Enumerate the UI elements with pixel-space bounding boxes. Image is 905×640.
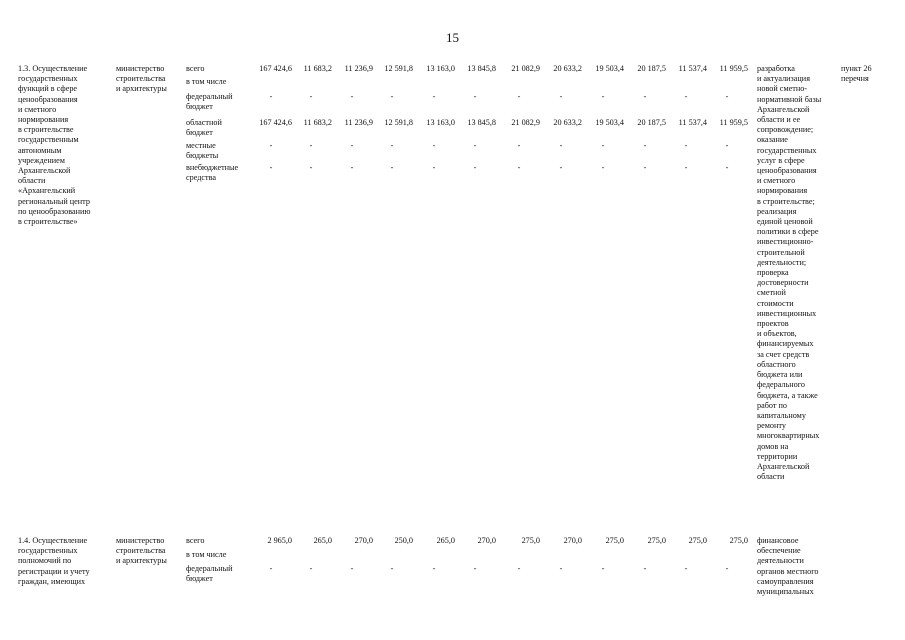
funding-value: - [725, 92, 729, 101]
funding-value: - [517, 92, 521, 101]
funding-value: 2 965,0 [267, 536, 292, 545]
executor-cell: министерство строительства и архитектуры [116, 64, 167, 94]
funding-value: - [559, 92, 563, 101]
funding-source-label: федеральный бюджет [186, 564, 233, 584]
funding-value: - [350, 92, 354, 101]
funding-value: - [725, 564, 729, 573]
funding-value: - [473, 141, 477, 150]
funding-value: - [350, 163, 354, 172]
funding-value: - [517, 564, 521, 573]
funding-value: - [390, 163, 394, 172]
funding-value: - [269, 163, 273, 172]
funding-value: 11 537,4 [678, 64, 707, 73]
funding-value: 275,0 [521, 536, 540, 545]
funding-value: 12 591,8 [384, 64, 413, 73]
funding-value: 167 424,6 [259, 118, 292, 127]
funding-value: 13 845,8 [467, 64, 496, 73]
funding-source-label: всего [186, 64, 205, 73]
funding-value: - [643, 92, 647, 101]
reference-cell: пункт 26 перечня [841, 64, 872, 84]
funding-source-label: местные бюджеты [186, 141, 219, 161]
funding-value: - [517, 163, 521, 172]
funding-value: - [643, 564, 647, 573]
funding-source-label: федеральный бюджет [186, 92, 233, 112]
funding-value: 275,0 [647, 536, 666, 545]
funding-value: 21 082,9 [511, 64, 540, 73]
funding-value: - [559, 564, 563, 573]
funding-value: - [725, 163, 729, 172]
funding-value: - [350, 141, 354, 150]
funding-value: - [559, 141, 563, 150]
funding-value: - [725, 141, 729, 150]
funding-value: - [473, 163, 477, 172]
measure-title: 1.4. Осуществление государственных полномочий по регистрации и учету граждан, имеющих [18, 536, 90, 586]
funding-value: - [473, 92, 477, 101]
funding-value: - [390, 564, 394, 573]
funding-value: - [601, 163, 605, 172]
funding-value: - [643, 141, 647, 150]
funding-value: 12 591,8 [384, 118, 413, 127]
funding-source-label: в том числе [186, 550, 227, 559]
funding-value: 19 503,4 [595, 64, 624, 73]
funding-value: 11 959,5 [719, 64, 748, 73]
funding-value: 13 163,0 [426, 64, 455, 73]
funding-value: - [684, 92, 688, 101]
expected-result-cell: разработка и актуализация новой сметно- нормативной базы Архангельской области и ее сопровождение; оказание государственных услуг в сфере ценообразования и сметного нормирования в строительстве; реализация единой ценовой политики в сфере инвестиционно- строительной деятельности; проверка достоверности сметной стоимости инвестиционных проектов и объектов, финансируемых за счет средств областного бюджета или федерального бюджета, а также работ по капитальному ремонту многоквартирных домов на территории Архангельской области [757, 64, 822, 482]
funding-value: - [684, 163, 688, 172]
funding-value: 19 503,4 [595, 118, 624, 127]
funding-value: - [473, 564, 477, 573]
funding-source-label: областной бюджет [186, 118, 222, 138]
funding-value: 250,0 [394, 536, 413, 545]
measure-title: 1.3. Осуществление государственных функций в сфере ценообразования и сметного нормирования в строительстве государственным автономным учреждением Архангельской области «Архангельский региональный центр по ценообразованию в строительстве» [18, 64, 91, 227]
funding-value: 20 633,2 [553, 64, 582, 73]
funding-value: - [432, 163, 436, 172]
funding-value: 270,0 [354, 536, 373, 545]
funding-value: 20 633,2 [553, 118, 582, 127]
funding-value: - [309, 141, 313, 150]
expected-result-cell: финансовое обеспечение деятельности органов местного самоуправления муниципальных [757, 536, 819, 597]
funding-value: 270,0 [563, 536, 582, 545]
funding-value: - [601, 141, 605, 150]
funding-value: - [432, 141, 436, 150]
funding-value: - [432, 92, 436, 101]
funding-value: - [643, 163, 647, 172]
funding-value: - [684, 564, 688, 573]
funding-value: - [309, 564, 313, 573]
funding-value: - [269, 92, 273, 101]
funding-value: - [309, 92, 313, 101]
funding-value: 11 959,5 [719, 118, 748, 127]
funding-value: 11 236,9 [344, 64, 373, 73]
funding-value: 167 424,6 [259, 64, 292, 73]
funding-value: 11 236,9 [344, 118, 373, 127]
funding-value: 265,0 [436, 536, 455, 545]
funding-value: - [559, 163, 563, 172]
funding-value: 11 537,4 [678, 118, 707, 127]
page-number: 15 [446, 30, 459, 45]
funding-value: 13 845,8 [467, 118, 496, 127]
funding-value: - [390, 141, 394, 150]
funding-value: - [390, 92, 394, 101]
funding-value: - [432, 564, 436, 573]
funding-value: - [601, 92, 605, 101]
funding-value: 275,0 [605, 536, 624, 545]
funding-value: 275,0 [729, 536, 748, 545]
funding-value: - [601, 564, 605, 573]
funding-value: - [684, 141, 688, 150]
funding-value: 21 082,9 [511, 118, 540, 127]
funding-value: - [269, 564, 273, 573]
funding-value: 13 163,0 [426, 118, 455, 127]
funding-value: 275,0 [688, 536, 707, 545]
funding-value: 11 683,2 [303, 64, 332, 73]
funding-source-label: внебюджетные средства [186, 163, 239, 183]
funding-value: - [269, 141, 273, 150]
funding-value: 20 187,5 [637, 118, 666, 127]
funding-value: - [517, 141, 521, 150]
executor-cell: министерство строительства и архитектуры [116, 536, 167, 566]
funding-source-label: в том числе [186, 77, 227, 86]
funding-value: 265,0 [313, 536, 332, 545]
funding-source-label: всего [186, 536, 205, 545]
funding-value: 20 187,5 [637, 64, 666, 73]
funding-value: 270,0 [477, 536, 496, 545]
funding-value: - [350, 564, 354, 573]
funding-value: 11 683,2 [303, 118, 332, 127]
funding-value: - [309, 163, 313, 172]
